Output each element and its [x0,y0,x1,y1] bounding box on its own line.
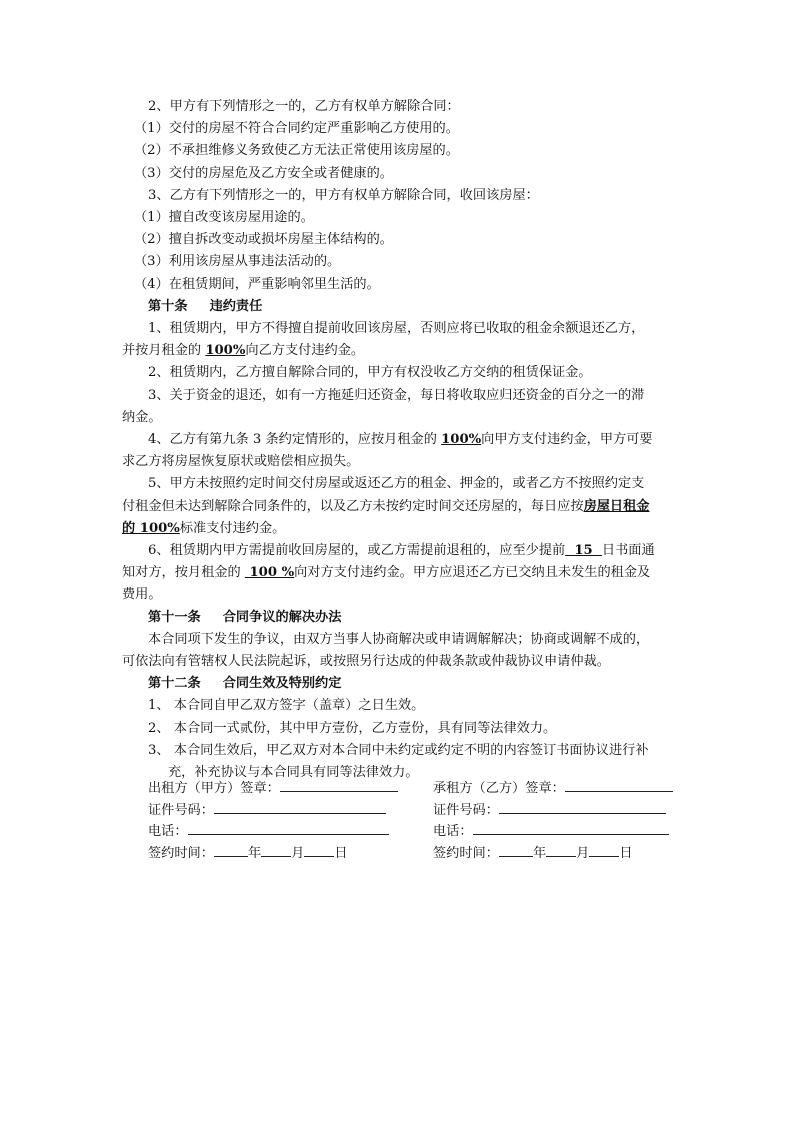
clause-10-2: 2、租赁期内，乙方擅自解除合同的，甲方有权没收乙方交纳的租赁保证金。 [148,365,592,381]
tenant-month-label: 月 [576,845,590,861]
clause-9-3-item-2: （2）擅自拆改变动或损坏房屋主体结构的。 [134,232,393,248]
clause-10-4-line-2: 求乙方将房屋恢复原状或赔偿相应损失。 [122,454,360,470]
tenant-id-field[interactable] [433,799,666,822]
tenant-year-label: 年 [532,845,547,861]
clause-10-6-line-1 [148,540,688,562]
tenant-id-blank[interactable] [499,799,666,814]
clause-10-5-line-2 [122,496,688,518]
clause-11-line-1: 本合同项下发生的争议，由双方当事人协商解决或申请调解解决；协商或调解不成的， [148,631,650,647]
tenant-phone-field[interactable] [433,820,669,843]
clause-9-2-item-2: （2）不承担维修义务致使乙方无法正常使用该房屋的。 [134,143,459,159]
tenant-date-field[interactable] [433,842,633,865]
clause-11-line-2: 可依法向有管辖权人民法院起诉，或按照另行达成的仲裁条款或仲裁协议申请仲裁。 [122,654,610,670]
landlord-phone-field[interactable] [148,820,389,843]
clause-12-2: 2、 本合同一式贰份，其中甲方壹份，乙方壹份，具有同等法律效力。 [148,720,557,736]
section-11-number: 第十一条 [148,609,201,625]
section-10-heading [148,296,688,318]
tenant-date-label: 签约时间： [433,845,499,861]
clause-10-4-post: 向甲方支付违约金，甲方可要 [481,432,653,448]
landlord-sign-label: 出租方（甲方）签章： [148,781,280,796]
clause-10-3-line-2: 纳金。 [122,409,162,425]
clause-11 [122,629,688,673]
tenant-day-blank[interactable] [589,842,619,857]
landlord-phone-label: 电话： [148,824,188,839]
clause-9-3-item-1: （1）擅自改变该房屋用途的。 [134,210,314,226]
landlord-id-field[interactable] [148,799,386,822]
clause-10-6-post-2: 向对方支付违约金。甲方应退还乙方已交纳且未发生的租金及 [294,565,651,581]
clause-10-5-pre: 付租金但未达到解除合同条件的，以及乙方未按约定时间交还房屋的，每日应按 [122,498,584,514]
clause-10-5-line-3 [122,518,688,540]
clause-12-3-line-1: 3、 本合同生效后，甲乙双方对本合同中未约定或约定不明的内容签订书面协议进行补 [148,742,649,758]
tenant-sign-blank[interactable] [565,777,673,792]
clause-10-5-percent: 的 100% [122,520,180,536]
clause-10-3-line-1: 3、关于资金的退还，如有一方拖延归还资金，每日将收取应归还资金的百分之一的滞 [148,387,645,403]
clause-10-1-post: 向乙方支付违约金。 [245,343,365,359]
clause-10-1-percent: 100% [205,343,246,359]
clause-9-2-item-1: （1）交付的房屋不符合合同约定严重影响乙方使用的。 [134,121,459,137]
section-12-number: 第十二条 [148,676,201,692]
clause-10-4-pre: 4、乙方有第九条 3 条约定情形的，应按月租金的 [148,432,442,448]
landlord-day-blank[interactable] [304,842,334,857]
clause-10-5-line-1: 5、甲方未按照约定时间交付房屋或返还乙方的租金、押金的，或者乙方不按照约定支 [148,476,645,492]
signature-row-date [148,842,668,864]
clause-10-4-percent: 100% [441,432,482,448]
landlord-sign-field[interactable] [148,777,398,800]
clause-10-1 [122,318,688,362]
clause-10-6-line-2 [122,562,688,584]
clause-10-5-post: 标准支付违约金。 [179,520,286,536]
clause-10-1-line-1: 1、租赁期内，甲方不得擅自提前收回该房屋，否则应将已收取的租金余额退还乙方， [148,321,645,337]
tenant-day-label: 日 [619,845,633,861]
clause-10-4-line-1 [148,429,688,451]
signature-row-phone [148,820,668,842]
section-11-heading [148,607,688,629]
clause-10-6-pre-2: 知对方，按月租金的 [122,565,245,581]
tenant-sign-field[interactable] [433,777,673,800]
clause-12-3-line-2: 充，补充协议与本合同具有同等法律效力。 [168,765,419,781]
tenant-phone-label: 电话： [433,824,473,839]
tenant-sign-label: 承租方（乙方）签章： [433,781,565,796]
tenant-month-blank[interactable] [546,842,576,857]
landlord-date-field[interactable] [148,842,348,865]
tenant-id-label: 证件号码： [433,802,499,818]
contract-body [122,96,688,784]
clause-10-5-daily-rent: 房屋日租金 [583,498,650,514]
landlord-date-label: 签约时间： [148,845,214,861]
clause-9-2: 2、甲方有下列情形之一的，乙方有权单方解除合同： [148,99,460,114]
section-10-number: 第十条 [148,298,188,314]
clause-10-6-line-3: 费用。 [122,587,162,603]
signature-block [148,777,668,863]
clause-10-6-pre: 6、租赁期内甲方需提前收回房屋的，或乙方需提前退租的，应至少提前 [148,543,566,559]
tenant-year-blank[interactable] [499,842,533,857]
landlord-year-label: 年 [247,845,262,861]
clause-10-3 [122,385,688,429]
landlord-month-label: 月 [291,845,305,861]
clause-9-2-item-3: （3）交付的房屋危及乙方安全或者健康的。 [134,165,393,181]
landlord-id-blank[interactable] [214,799,386,814]
clause-10-6-percent: 100 % [244,565,295,581]
signature-row-sign [148,777,668,799]
section-10-title: 违约责任 [209,298,263,314]
tenant-phone-blank[interactable] [473,820,669,835]
landlord-year-blank[interactable] [214,842,248,857]
section-12-heading [148,673,688,695]
clause-10-6-post: 日书面通 [601,543,655,559]
landlord-id-label: 证件号码： [148,802,214,818]
clause-10-1-pre: 并按月租金的 [122,343,206,359]
clause-9-3-item-3: （3）利用该房屋从事违法活动的。 [134,254,341,270]
signature-row-id [148,799,668,821]
clause-10-4 [122,429,688,473]
clause-10-1-line-2 [122,340,688,362]
clause-10-6 [122,540,688,607]
clause-10-5 [122,473,688,540]
landlord-day-label: 日 [334,845,348,861]
landlord-month-blank[interactable] [261,842,291,857]
clause-10-6-days: 15 [565,543,602,559]
clause-9-3-item-4: （4）在租赁期间，严重影响邻里生活的。 [134,276,380,292]
landlord-sign-blank[interactable] [280,777,398,792]
clause-12-1: 1、 本合同自甲乙双方签字（盖章）之日生效。 [148,698,425,714]
landlord-phone-blank[interactable] [188,820,389,835]
clause-9-3: 3、乙方有下列情形之一的，甲方有权单方解除合同，收回该房屋： [148,187,539,203]
section-11-title: 合同争议的解决办法 [222,609,342,625]
section-12-title: 合同生效及特别约定 [222,676,342,692]
